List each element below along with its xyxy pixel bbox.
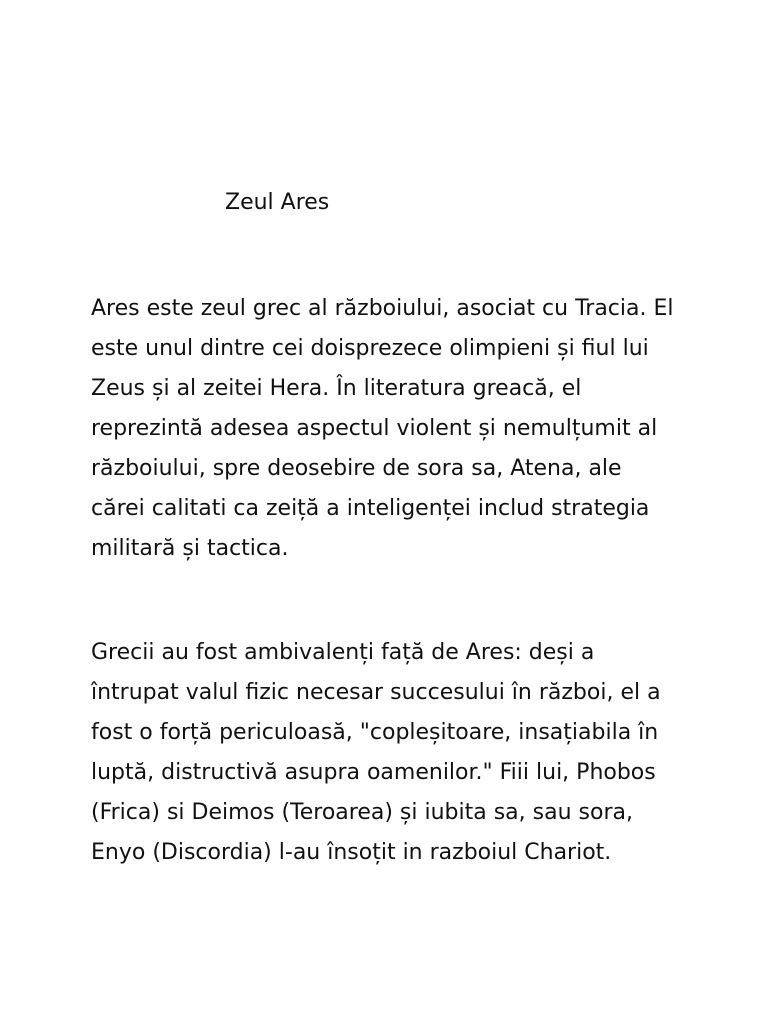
paragraph-1-line-6: cărei calitati ca zeiță a inteligenței includ strategia [91,496,650,521]
paragraph-2-line-5: (Frica) si Deimos (Teroarea) și iubita sa, sau sora, [91,800,633,825]
paragraph-1-line-2: este unul dintre cei doisprezece olimpieni și fiul lui [91,336,649,361]
paragraph-1-line-5: războiului, spre deosebire de sora sa, Atena, ale [91,456,622,481]
paragraph-1-line-3: Zeus și al zeitei Hera. În literatura greacă, el [91,376,582,401]
paragraph-1-line-4: reprezintă adesea aspectul violent și nemulțumit al [91,416,658,441]
paragraph-2-line-1: Grecii au fost ambivalenți față de Ares: deși a [91,640,595,665]
paragraph-2-line-2: întrupat valul fizic necesar succesului în război, el a [91,680,661,705]
paragraph-2-line-4: luptă, distructivă asupra oamenilor." Fiii lui, Phobos [91,760,656,785]
document-title: Zeul Ares [225,190,330,215]
paragraph-1-line-7: militară și tactica. [91,536,289,561]
paragraph-1-line-1: Ares este zeul grec al războiului, asociat cu Tracia. El [91,296,674,321]
paragraph-2-line-3: fost o forță periculoasă, "copleșitoare, insațiabila în [91,720,659,745]
paragraph-2-line-6: Enyo (Discordia) l-au însoțit in razboiul Chariot. [91,840,612,865]
